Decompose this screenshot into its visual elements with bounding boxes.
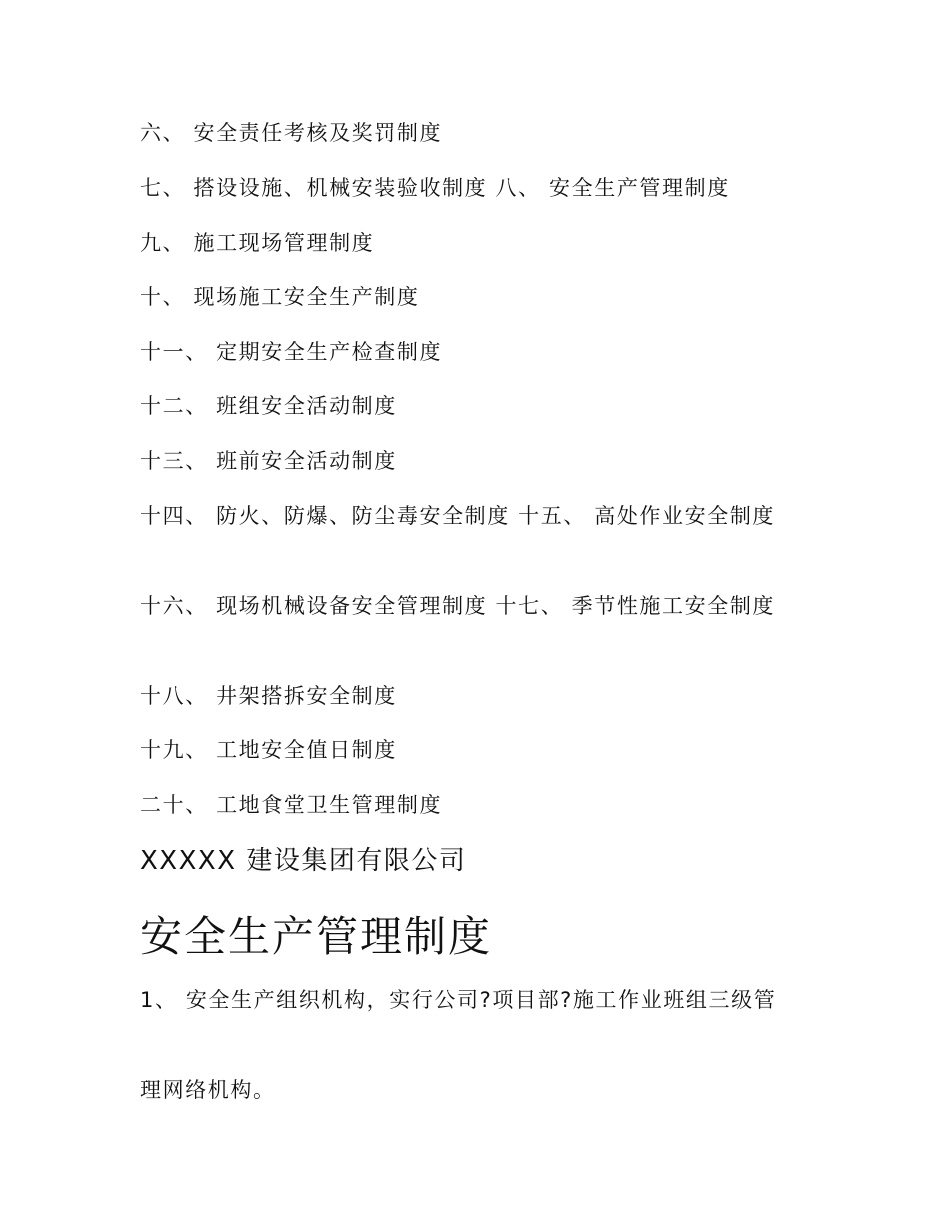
toc-item: 十二、 班组安全活动制度 — [140, 394, 397, 418]
toc-item: 十、 现场施工安全生产制度 — [140, 285, 420, 309]
toc-item: 六、 安全责任考核及奖罚制度 — [140, 121, 443, 145]
toc-item: 十九、 工地安全值日制度 — [140, 738, 397, 762]
toc-item: 二十、 工地食堂卫生管理制度 — [140, 793, 443, 817]
page-title: 安全生产管理制度 — [140, 912, 493, 961]
body-paragraph: 1、 安全生产组织机构，实行公司?项目部?施工作业班组三级管 — [140, 988, 777, 1012]
toc-item: 十六、 现场机械设备安全管理制度 十七、 季节性施工安全制度 — [140, 594, 776, 618]
toc-item: 十一、 定期安全生产检查制度 — [140, 340, 443, 364]
company-name: XXXXX 建设集团有限公司 — [140, 846, 467, 876]
toc-item: 十八、 井架搭拆安全制度 — [140, 684, 397, 708]
toc-item: 七、 搭设设施、机械安装验收制度 八、 安全生产管理制度 — [140, 176, 730, 200]
toc-item: 十三、 班前安全活动制度 — [140, 449, 397, 473]
toc-item: 十四、 防火、防爆、防尘毒安全制度 十五、 高处作业安全制度 — [140, 504, 776, 528]
body-paragraph: 理网络机构。 — [140, 1078, 276, 1102]
toc-item: 九、 施工现场管理制度 — [140, 231, 375, 255]
